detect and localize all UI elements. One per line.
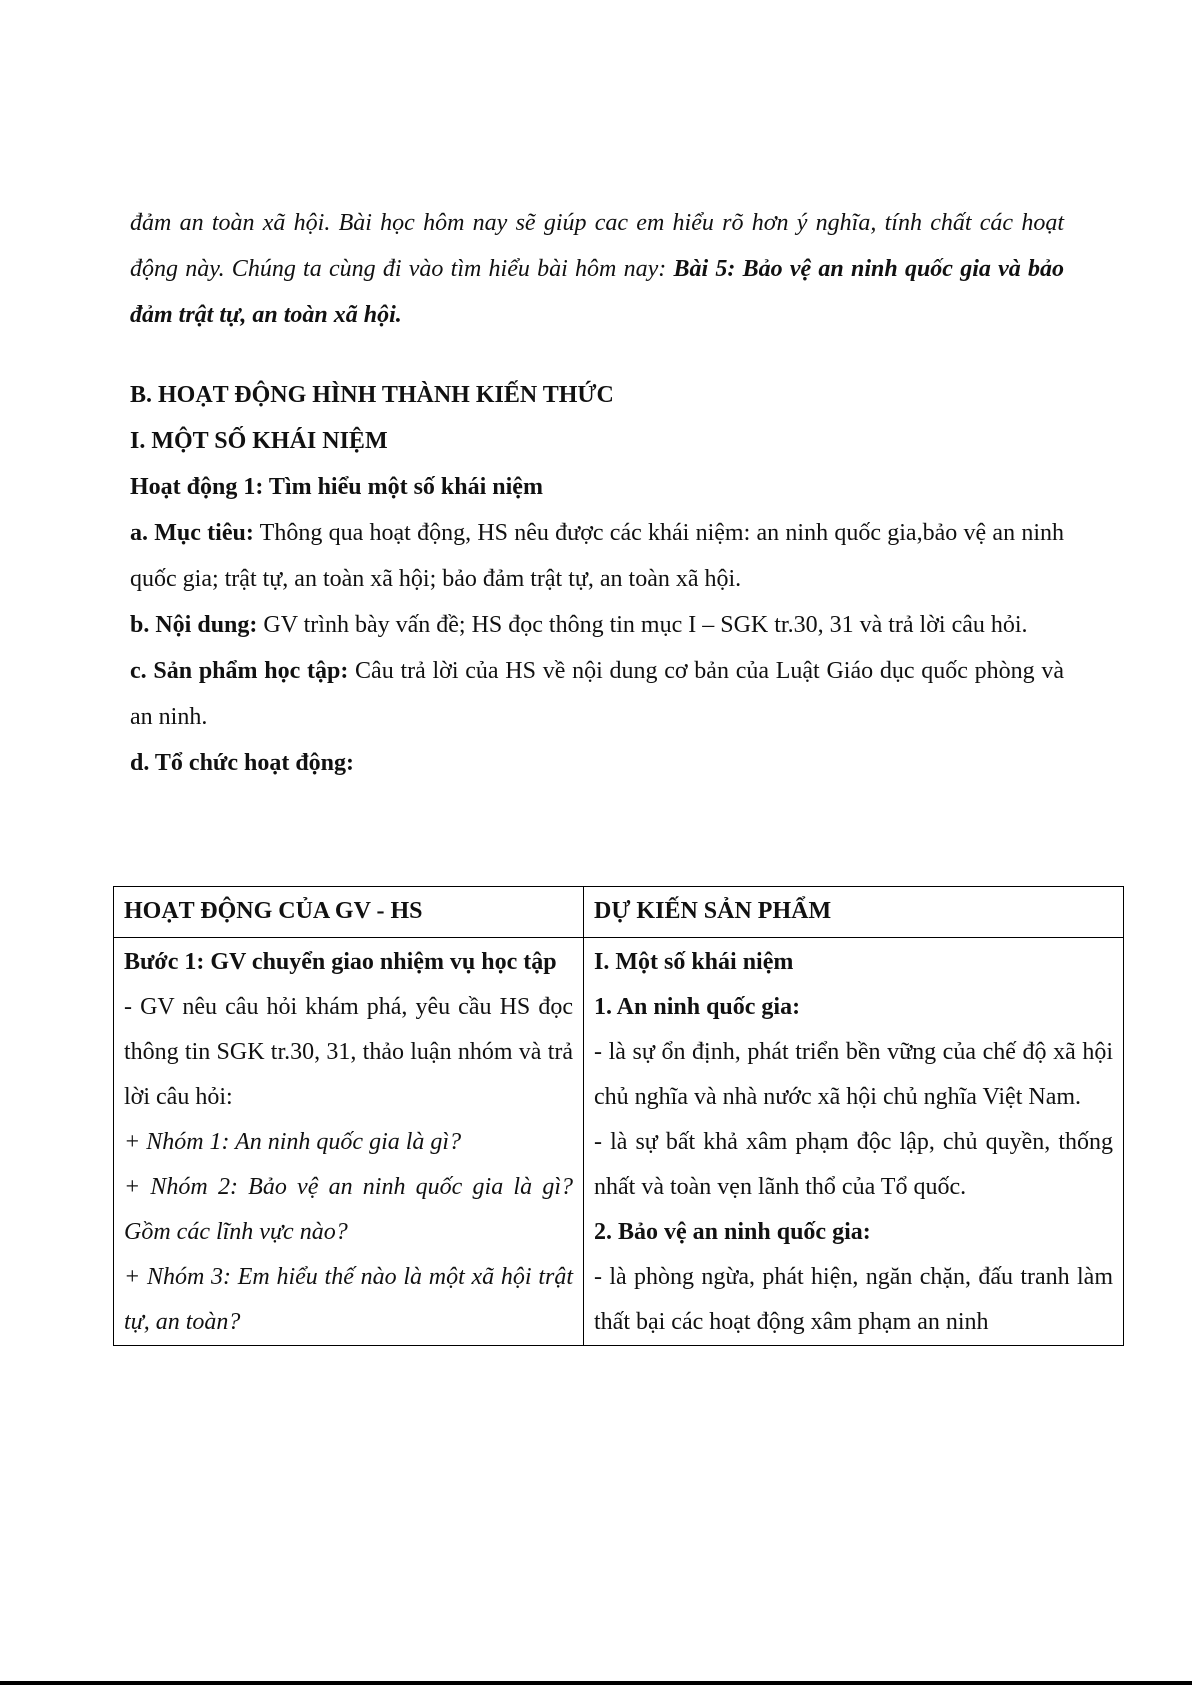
header-expected-product: DỰ KIẾN SẢN PHẨM [584, 887, 1124, 938]
table-header-row [114, 887, 1124, 938]
content-text: GV trình bày vấn đề; HS đọc thông tin mục I – SGK tr.30, 31 và trả lời câu hỏi. [257, 612, 1028, 638]
lesson-title: Bài 5: Bảo vệ an ninh quốc gia và bảo đảm trật tự, an toàn xã hội. [130, 256, 1065, 328]
product-label: c. Sản phẩm học tập: [130, 658, 349, 684]
concepts-heading: I. Một số khái niệm [594, 949, 794, 975]
product-text: Câu trả lời của HS về nội dung cơ bản của Luật Giáo dục quốc phòng và an ninh. [130, 658, 1064, 730]
expected-product-cell [584, 938, 1124, 1346]
objective-text: Thông qua hoạt động, HS nêu được các khái niệm: an ninh quốc gia,bảo vệ an ninh quốc gia; trật tự, an toàn xã hội; bảo đảm trật tự, an toàn xã hội. [130, 520, 1064, 592]
section-i-heading: I. MỘT SỐ KHÁI NIỆM [130, 428, 388, 454]
intro-text: đảm an toàn xã hội. Bài học hôm nay sẽ giúp cac em hiểu rõ hơn ý nghĩa, tính chất các hoạt động này. Chúng ta cùng đi vào tìm hiểu bài hôm nay: [130, 210, 1064, 282]
content-paragraph [130, 602, 1064, 648]
instruction-text: - GV nêu câu hỏi khám phá, yêu cầu HS đọc thông tin SGK tr.30, 31, thảo luận nhóm và trả lời câu hỏi: [124, 994, 573, 1110]
header-teacher-student: HOẠT ĐỘNG CỦA GV - HS [114, 887, 584, 938]
objective-label: a. Mục tiêu: [130, 520, 254, 546]
definition-1: - là sự ổn định, phát triển bền vững của chế độ xã hội chủ nghĩa và nhà nước xã hội chủ nghĩa Việt Nam. [594, 1039, 1113, 1110]
definition-3: - là phòng ngừa, phát hiện, ngăn chặn, đấu tranh làm thất bại các hoạt động xâm phạm an ninh [594, 1264, 1113, 1335]
step1-text: Bước 1: GV chuyển giao nhiệm vụ học tập [124, 949, 557, 975]
definition-2: - là sự bất khả xâm phạm độc lập, chủ quyền, thống nhất và toàn vẹn lãnh thổ của Tổ quốc. [594, 1129, 1113, 1200]
objective-paragraph [130, 510, 1064, 602]
activity-title: Hoạt động 1: Tìm hiểu một số khái niệm [130, 474, 543, 500]
group3-question: + Nhóm 3: Em hiểu thế nào là một xã hội trật tự, an toàn? [124, 1264, 573, 1335]
group2-question: + Nhóm 2: Bảo vệ an ninh quốc gia là gì? Gồm các lĩnh vực nào? [124, 1174, 573, 1245]
teacher-activity-cell [114, 938, 584, 1346]
protect-security-heading: 2. Bảo vệ an ninh quốc gia: [594, 1219, 871, 1245]
national-security-heading: 1. An ninh quốc gia: [594, 994, 801, 1020]
group1-question: + Nhóm 1: An ninh quốc gia là gì? [124, 1129, 462, 1155]
content-label: b. Nội dung: [130, 612, 258, 638]
organize-paragraph [130, 740, 1064, 786]
section-b-heading: B. HOẠT ĐỘNG HÌNH THÀNH KIẾN THỨC [130, 382, 614, 408]
intro-paragraph [130, 200, 1064, 338]
bottom-border [0, 1681, 1192, 1685]
document-page [130, 200, 1064, 786]
product-paragraph [130, 648, 1064, 740]
organize-label: d. Tổ chức hoạt động: [130, 750, 355, 776]
table-row [114, 938, 1124, 1346]
activity-table [113, 886, 1124, 1346]
